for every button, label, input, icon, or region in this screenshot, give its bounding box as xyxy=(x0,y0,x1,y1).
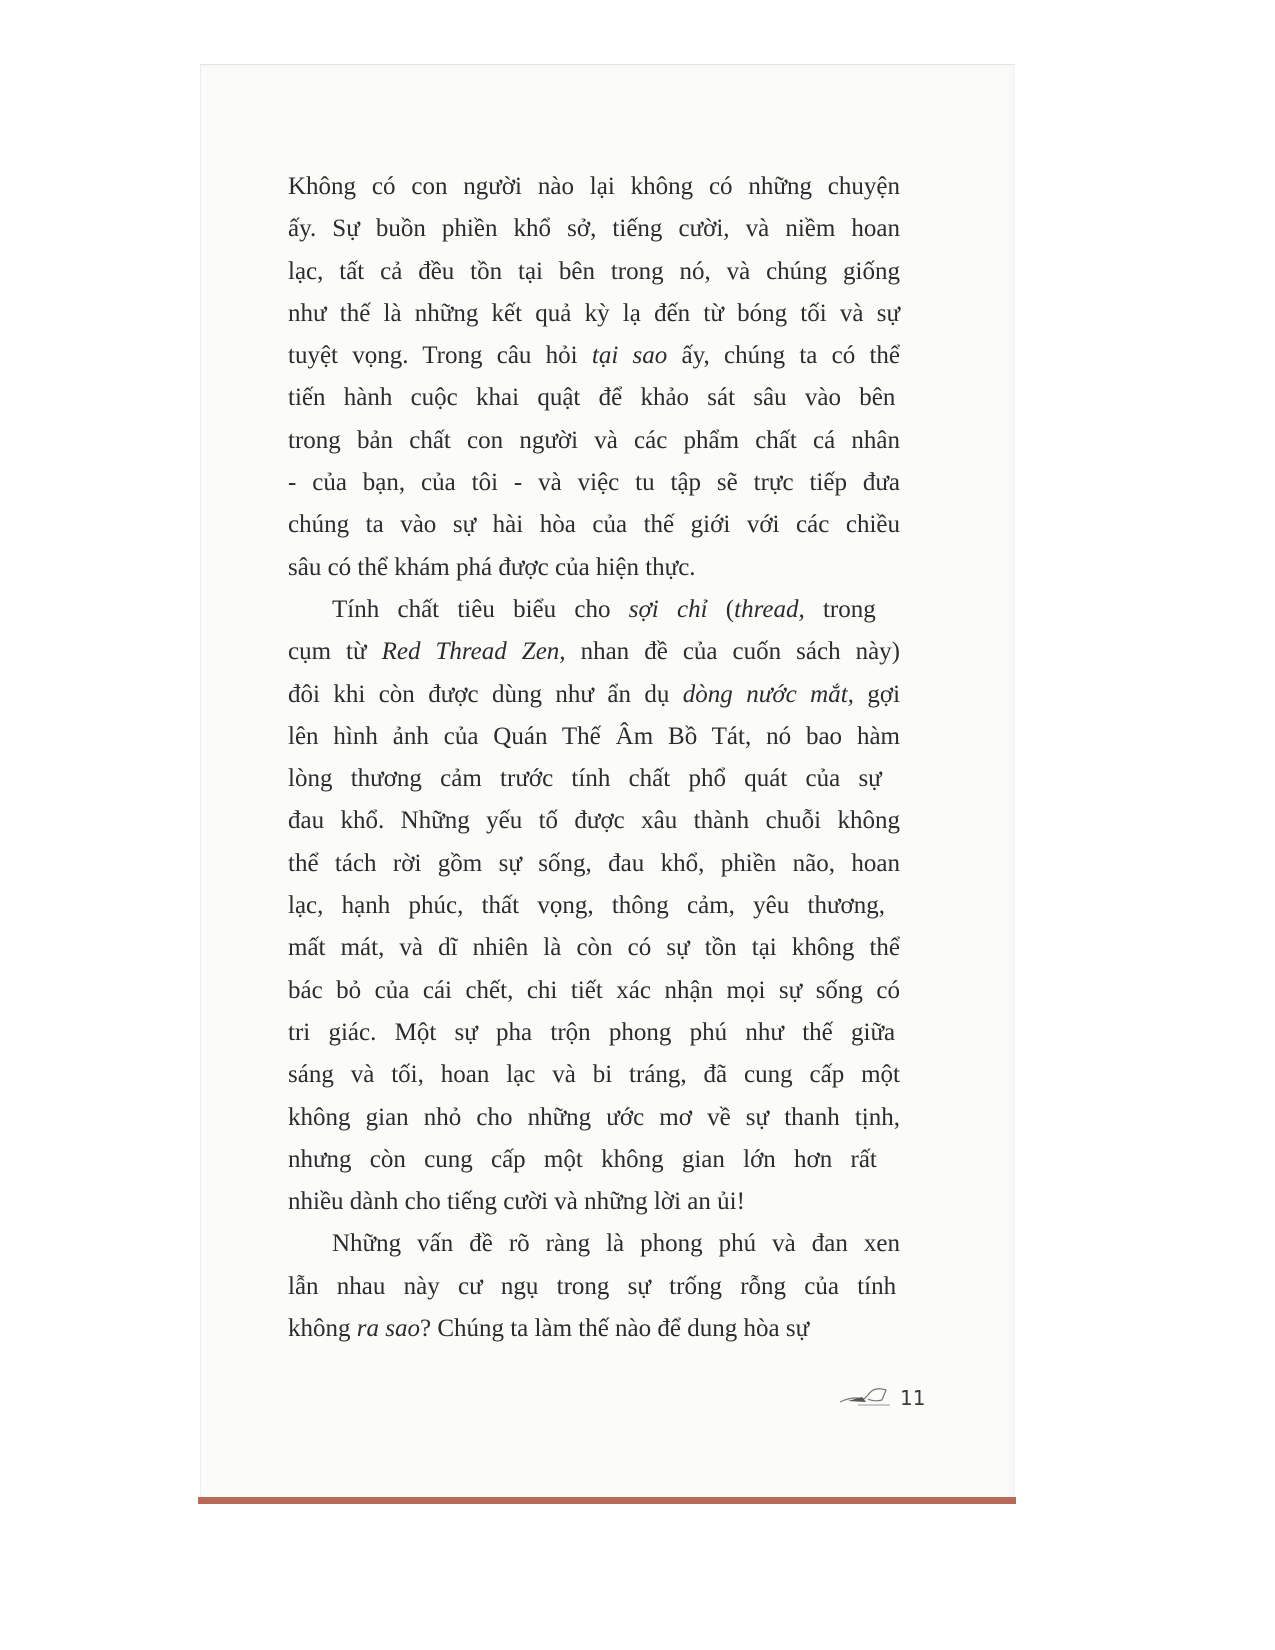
text-segment: - của bạn, của tôi - và việc tu tập sẽ trực tiếp đưa xyxy=(288,469,900,497)
text-line xyxy=(288,504,900,546)
text-segment: nhan đề của cuốn sách này) xyxy=(565,638,901,666)
text-segment: nhưng còn cung cấp một không gian lớn hơn rất xyxy=(288,1145,877,1173)
text-line xyxy=(288,589,900,631)
text-segment: ( xyxy=(707,595,735,623)
text-segment: lạc, tất cả đều tồn tại bên trong nó, và chúng giống xyxy=(288,257,900,285)
text-segment: ấy. Sự buồn phiền khổ sở, tiếng cười, và niềm hoan xyxy=(288,215,900,243)
text-segment: mất mát, và dĩ nhiên là còn có sự tồn tại không thể xyxy=(288,934,900,962)
text-line xyxy=(288,420,900,462)
italic-text-segment: thread, xyxy=(734,595,805,623)
text-segment: cụm từ xyxy=(288,638,382,666)
body-text xyxy=(288,166,900,1350)
text-line xyxy=(288,970,900,1012)
text-line xyxy=(288,293,900,335)
text-segment: thể tách rời gồm sự sống, đau khổ, phiền não, hoan xyxy=(288,849,900,877)
text-segment: sáng và tối, hoan lạc và bi tráng, đã cung cấp một xyxy=(288,1061,900,1089)
text-line xyxy=(288,462,900,504)
text-segment: ấy, chúng ta có thể xyxy=(667,342,901,370)
ornament-icon xyxy=(838,1382,894,1413)
italic-text-segment: tại sao xyxy=(591,342,668,370)
italic-text-segment: sợi chỉ xyxy=(628,595,708,623)
text-segment: Những vấn đề rõ ràng là phong phú và đan xen xyxy=(332,1230,900,1258)
text-segment: đôi khi còn được dùng như ẩn dụ xyxy=(288,680,683,708)
text-segment: trong bản chất con người và các phẩm chất cá nhân xyxy=(288,426,900,454)
text-segment: chúng ta vào sự hài hòa của thế giới với các chiều xyxy=(288,511,900,539)
text-segment: đau khổ. Những yếu tố được xâu thành chuỗi không xyxy=(288,807,900,835)
text-segment: Không có con người nào lại không có những chuyện xyxy=(288,173,900,200)
text-line xyxy=(288,800,900,842)
text-segment: lạc, hạnh phúc, thất vọng, thông cảm, yêu thương, xyxy=(288,892,885,920)
text-segment: nhiều dành cho tiếng cười và những lời an ủi! xyxy=(288,1188,745,1216)
text-line xyxy=(288,1097,900,1139)
text-line xyxy=(288,1266,900,1308)
text-line xyxy=(288,885,900,927)
text-segment: bác bỏ của cái chết, chi tiết xác nhận mọi sự sống có xyxy=(288,976,900,1004)
text-segment: gợi xyxy=(853,680,901,708)
text-segment: trong xyxy=(804,595,876,623)
italic-text-segment: Red Thread Zen, xyxy=(381,638,566,666)
text-line xyxy=(288,1139,900,1181)
text-segment: sâu có thể khám phá được của hiện thực. xyxy=(288,553,696,581)
text-line xyxy=(288,335,900,377)
text-segment: lẫn nhau này cư ngụ trong sự trống rỗng của tính xyxy=(288,1272,897,1300)
text-line xyxy=(288,927,900,969)
page-bottom-edge xyxy=(198,1497,1016,1504)
text-line xyxy=(288,166,900,208)
text-line xyxy=(288,208,900,250)
text-line xyxy=(288,1181,900,1223)
text-segment: không xyxy=(288,1315,357,1343)
italic-text-segment: dòng nước mắt, xyxy=(682,680,854,708)
text-segment: lòng thương cảm trước tính chất phổ quát của sự xyxy=(288,765,882,793)
text-line xyxy=(288,547,900,589)
text-line xyxy=(288,1054,900,1096)
text-line xyxy=(288,631,900,673)
text-line xyxy=(288,1223,900,1265)
text-line xyxy=(288,716,900,758)
text-segment: như thế là những kết quả kỳ lạ đến từ bóng tối và sự xyxy=(288,299,900,327)
text-line xyxy=(288,758,900,800)
text-line xyxy=(288,1308,900,1350)
text-line xyxy=(288,1012,900,1054)
text-line xyxy=(288,674,900,716)
page-footer xyxy=(838,1382,925,1413)
text-segment: Tính chất tiêu biểu cho xyxy=(332,595,629,623)
text-segment: ? Chúng ta làm thế nào để dung hòa sự xyxy=(419,1315,810,1343)
text-line xyxy=(288,251,900,293)
text-segment: tri giác. Một sự pha trộn phong phú như thế giữa xyxy=(288,1018,896,1046)
text-segment: tiến hành cuộc khai quật để khảo sát sâu vào bên xyxy=(288,384,896,412)
text-segment: tuyệt vọng. Trong câu hỏi xyxy=(288,342,592,370)
text-line xyxy=(288,843,900,885)
page-number: 11 xyxy=(900,1385,926,1410)
text-line xyxy=(288,377,900,419)
text-segment: lên hình ảnh của Quán Thế Âm Bồ Tát, nó bao hàm xyxy=(288,722,900,750)
text-segment: không gian nhỏ cho những ước mơ về sự thanh tịnh, xyxy=(288,1103,900,1131)
italic-text-segment: ra sao xyxy=(356,1315,420,1343)
